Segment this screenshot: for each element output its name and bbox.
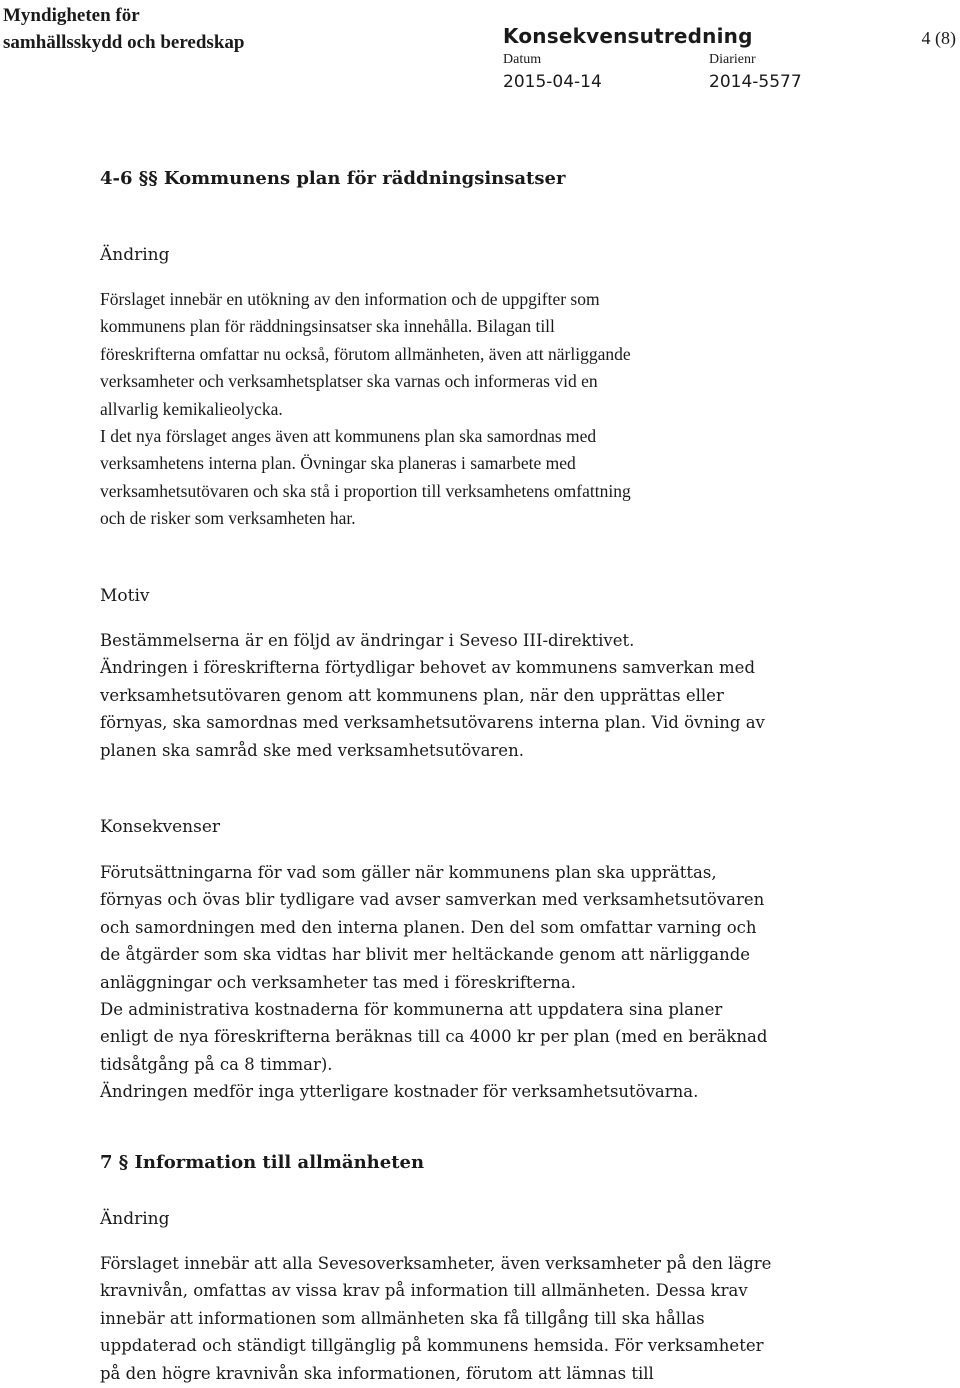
text-line: Ändringen i föreskrifterna förtydligar behovet av kommunens samverkan med bbox=[100, 658, 756, 678]
text-line: verksamhetsutövaren och ska stå i proportion till verksamhetens omfattning bbox=[100, 480, 631, 501]
text-line: Förslaget innebär en utökning av den information och de uppgifter som bbox=[100, 289, 600, 309]
text-line: de åtgärder som ska vidtas har blivit mer heltäckande genom att närliggande bbox=[100, 945, 751, 965]
text-line: och samordningen med den interna planen. Den del som omfattar varning och bbox=[100, 917, 757, 937]
text-line: tidsåtgång på ca 8 timmar). bbox=[100, 1054, 333, 1074]
text-line: De administrativa kostnaderna för kommunerna att uppdatera sina planer bbox=[100, 1000, 723, 1020]
text-line: kommunens plan för räddningsinsatser ska innehålla. Bilagan till bbox=[100, 316, 555, 337]
text-line: verksamheter och verksamhetsplatser ska varnas och informeras vid en bbox=[100, 371, 598, 392]
text-line: planen ska samråd ske med verksamhetsutövaren. bbox=[100, 740, 524, 760]
date-value: 2015-04-14 bbox=[503, 72, 602, 92]
text-line: anläggningar och verksamheter tas med i föreskrifterna. bbox=[100, 972, 576, 992]
paragraph-konsekvenser bbox=[100, 859, 767, 1106]
text-line: allvarlig kemikalieolycka. bbox=[100, 398, 283, 419]
subheading-andring: Ändring bbox=[100, 245, 170, 265]
paragraph-motiv bbox=[100, 627, 765, 764]
text-line: Bestämmelserna är en följd av ändringar i Seveso III-direktivet. bbox=[100, 631, 635, 650]
organization-name-line2: samhällsskydd och beredskap bbox=[3, 32, 245, 53]
text-line: Förslaget innebär att alla Sevesoverksamheter, även verksamheter på den lägre bbox=[100, 1254, 772, 1273]
registration-value: 2014-5577 bbox=[709, 72, 802, 92]
text-line: föreskrifterna omfattar nu också, förutom allmänheten, även att närliggande bbox=[100, 343, 631, 364]
text-line: innebär att informationen som allmänheten ska få tillgång till ska hållas bbox=[100, 1308, 705, 1328]
text-line: kravnivån, omfattas av vissa krav på information till allmänheten. Dessa krav bbox=[100, 1281, 748, 1301]
subheading-andring-7: Ändring bbox=[100, 1209, 170, 1229]
text-line: uppdaterad och ständigt tillgänglig på kommunens hemsida. För verksamheter bbox=[100, 1336, 764, 1356]
text-line: enligt de nya föreskrifterna beräknas till ca 4000 kr per plan (med en beräknad bbox=[100, 1027, 768, 1047]
document-title: Konsekvensutredning bbox=[503, 24, 753, 48]
subheading-konsekvenser: Konsekvenser bbox=[100, 817, 221, 837]
organization-name-line1: Myndigheten för bbox=[3, 5, 140, 26]
text-line: I det nya förslaget anges även att kommunens plan ska samordnas med bbox=[100, 426, 597, 447]
section-heading-4-6: 4-6 §§ Kommunens plan för räddningsinsatser bbox=[100, 168, 566, 189]
page-number: 4 (8) bbox=[921, 28, 956, 48]
paragraph-andring-7 bbox=[100, 1250, 771, 1387]
subheading-motiv: Motiv bbox=[100, 586, 150, 606]
text-line: förnyas och övas blir tydligare vad avser samverkan med verksamhetsutövaren bbox=[100, 890, 765, 910]
text-line: verksamhetsutövaren genom att kommunens plan, när den upprättas eller bbox=[100, 685, 724, 705]
paragraph-andring bbox=[100, 286, 631, 533]
text-line: Förutsättningarna för vad som gäller när kommunens plan ska upprättas, bbox=[100, 863, 717, 882]
text-line: Ändringen medför inga ytterligare kostnader för verksamhetsutövarna. bbox=[100, 1082, 699, 1102]
text-line: verksamhetens interna plan. Övningar ska planeras i samarbete med bbox=[100, 453, 576, 474]
text-line: förnyas, ska samordnas med verksamhetsutövarens interna plan. Vid övning av bbox=[100, 713, 765, 733]
registration-label: Diarienr bbox=[709, 52, 756, 67]
text-line: på den högre kravnivån ska informationen, förutom att lämnas till bbox=[100, 1363, 654, 1383]
text-line: och de risker som verksamheten har. bbox=[100, 508, 356, 529]
organization-name bbox=[3, 2, 244, 56]
date-label: Datum bbox=[503, 52, 542, 67]
section-heading-7: 7 § Information till allmänheten bbox=[100, 1152, 425, 1173]
